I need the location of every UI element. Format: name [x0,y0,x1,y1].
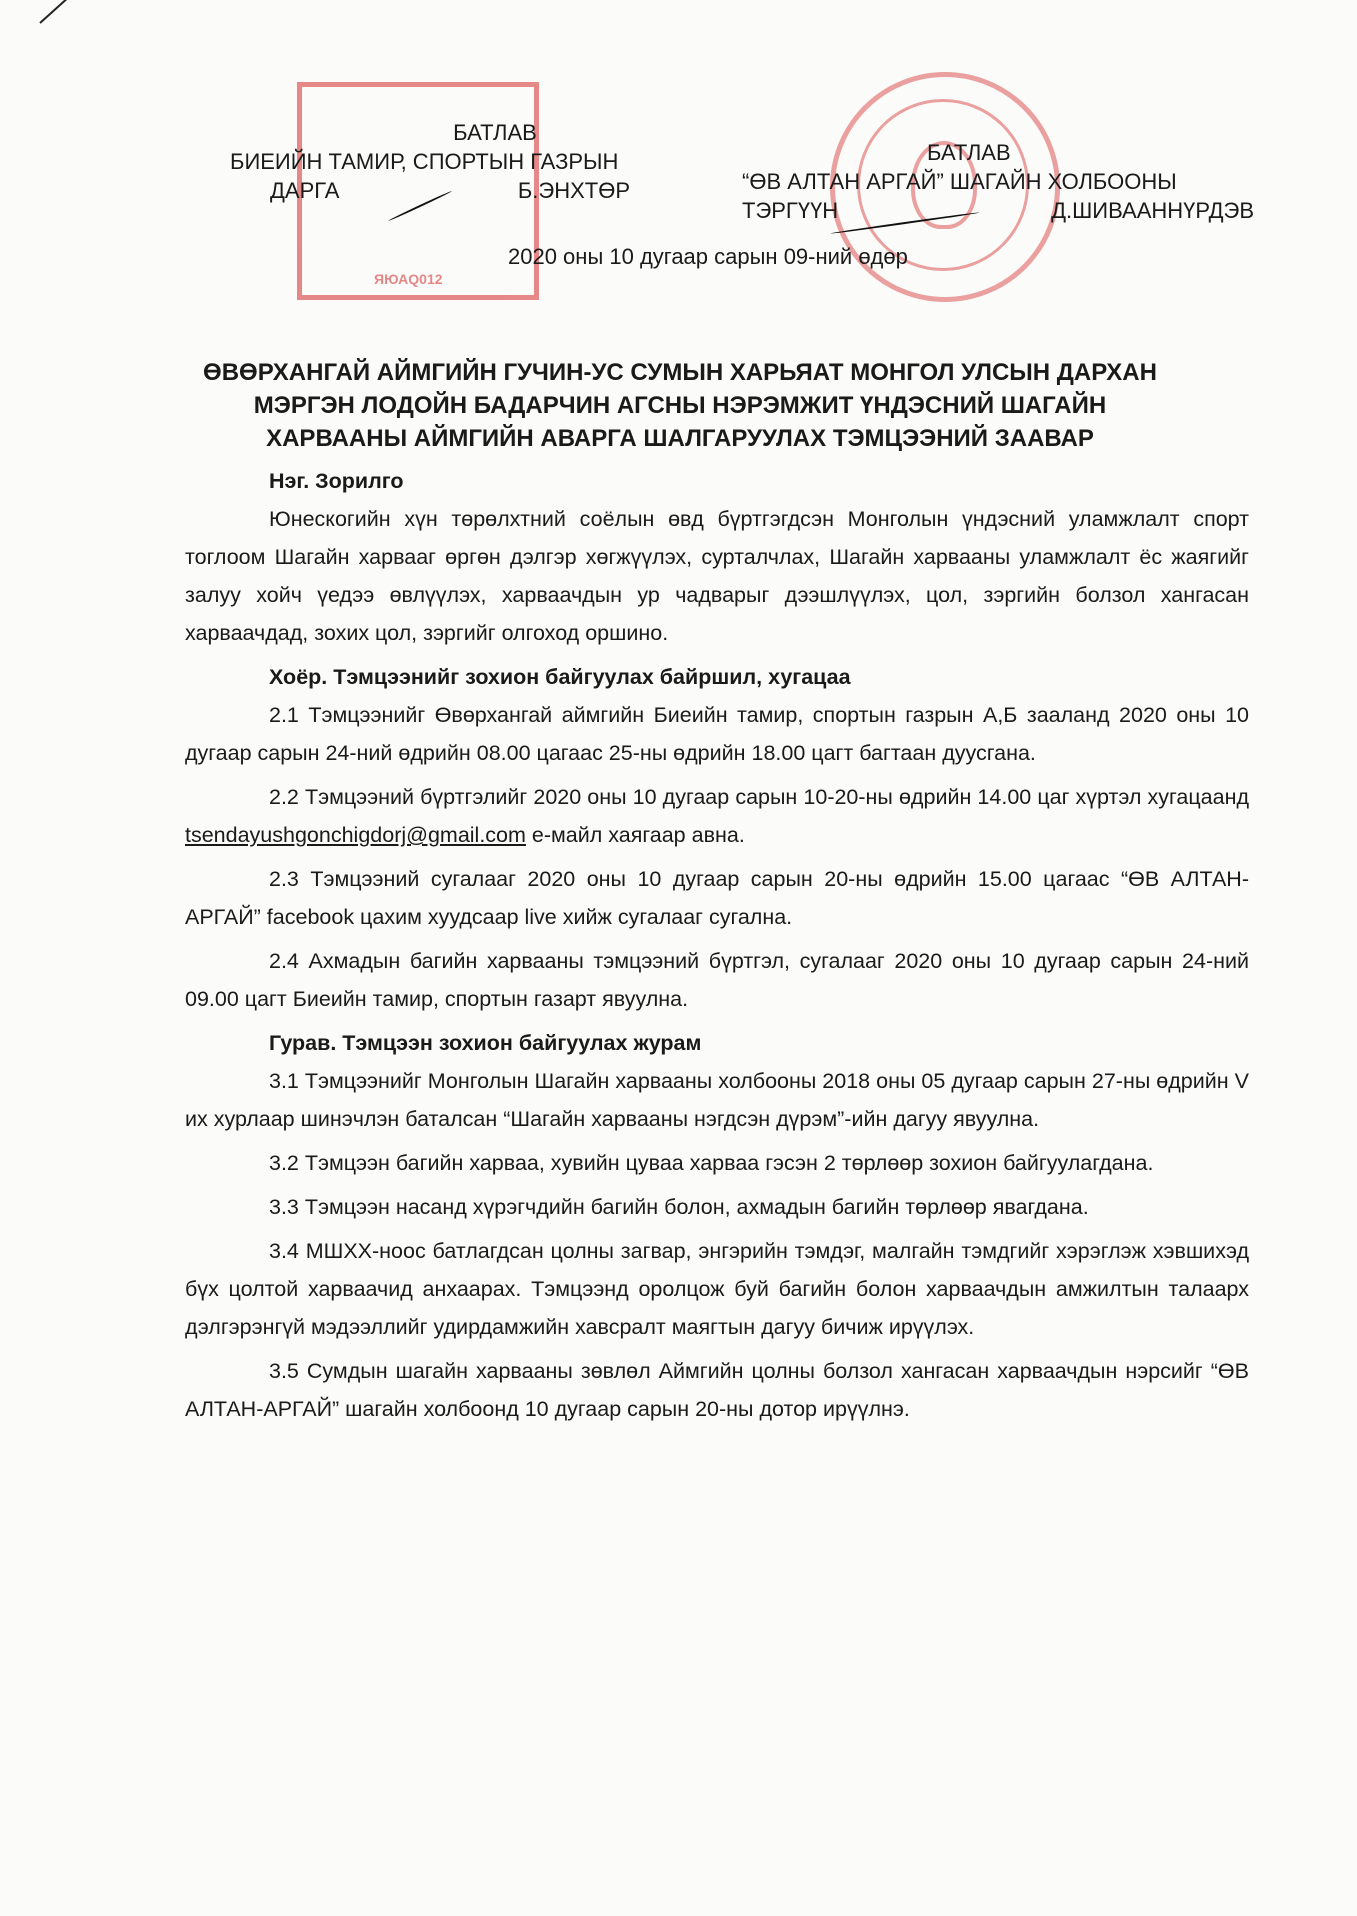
paragraph: 2.1 Тэмцээнийг Өвөрхангай аймгийн Биеийн тамир, спортын газрын А,Б зааланд 2020 оны 10 дугаар сарын 24-ний өдрийн 08.00 цагаас 25-ны өдрийн 18.00 цагт багтаан дуусгана. [185,703,1249,765]
approve-name: Д.ШИВААННҮРДЭВ [1051,198,1254,223]
paragraph: 3.4 МШХХ-ноос батлагдсан цолны загвар, энгэрийн тэмдэг, малгайн тэмдгийг хэрэглэж хэвшихэд бүх цолтой харваачид анхаарах. Тэмцээнд оролцож буй багийн болон харваачдын амжилтын талаарх дэлгэрэнгүй мэдээллийг удирдамжийн хавсралт маягтын дагуу бичиж ирүүлэх. [185,1239,1249,1339]
document-body [185,462,1249,1434]
paragraph: 2.3 Тэмцээний сугалааг 2020 оны 10 дугаар сарын 20-ны өдрийн 15.00 цагаас “ӨВ АЛТАН-АРГАЙ” facebook цахим хуудсаар live хийж сугалааг сугална. [185,867,1249,929]
paragraph: 2.4 Ахмадын багийн харвааны тэмцээний бүртгэл, сугалааг 2020 оны 10 дугаар сарын 24-ний 09.00 цагт Биеийн тамир, спортын газарт явуулна. [185,949,1249,1011]
document-title: ӨВӨРХАНГАЙ АЙМГИЙН ГУЧИН-УС СУМЫН ХАРЬЯАТ МОНГОЛ УЛСЫН ДАРХАН МЭРГЭН ЛОДОЙН БАДАРЧИН АГСНЫ НЭРЭМЖИТ ҮНДЭСНИЙ ШАГАЙН ХАРВААНЫ АЙМГИЙН АВАРГА ШАЛГАРУУЛАХ ТЭМЦЭЭНИЙ ЗААВАР [203,359,1157,452]
approval-left [230,118,700,205]
email-link[interactable]: tsendayushgonchigdorj@gmail.com [185,823,526,847]
approve-position: ТЭРГҮҮН [742,198,839,223]
paragraph: 3.5 Сумдын шагайн харвааны зөвлөл Аймгийн цолны болзол хангасан харваачдын нэрсийг “ӨВ АЛТАН-АРГАЙ” шагайн холбоонд 10 дугаар сарын 20-ны дотор ирүүлнэ. [185,1359,1249,1421]
approve-org: “ӨВ АЛТАН АРГАЙ” ШАГАЙН ХОЛБООНЫ [742,169,1177,194]
section-heading: Гурав. Тэмцээн зохион байгуулах журам [269,1031,702,1055]
paragraph: 3.2 Тэмцээн багийн харваа, хувийн цуваа харваа гэсэн 2 төрлөөр зохион байгуулагдана. [269,1151,1154,1175]
paragraph: Юнескогийн хүн төрөлхтний соёлын өвд бүртгэгдсэн Монголын үндэсний уламжлалт спорт тоглоом Шагайн харвааг өргөн дэлгэр хөгжүүлэх, сурталчлах, Шагайн харвааны уламжлалт ёс жаягийг залуу хойч үедээ өвлүүлэх, харваачдын ур чадварыг дээшлүүлэх, цол, зэргийн болзол хангасан харваачдад, зохих цол, зэргийг олгоход оршино. [185,507,1249,645]
scan-mark [39,0,83,24]
approval-right [742,138,1262,225]
paragraph: 2.2 Тэмцээний бүртгэлийг 2020 оны 10 дугаар сарын 10-20-ны өдрийн 14.00 цаг хүртэл хугацаанд tsendayushgonchigdorj@gmail.com е-майл хаягаар авна. [185,785,1249,847]
approve-label: БАТЛАВ [453,120,537,145]
paragraph: 3.1 Тэмцээнийг Монголын Шагайн харвааны холбооны 2018 оны 05 дугаар сарын 27-ны өдрийн V их хурлаар шинэчлэн баталсан “Шагайн харвааны нэгдсэн дүрэм”-ийн дагуу явуулна. [185,1069,1249,1131]
stamp-code: ЯЮАQ012 [374,271,443,287]
section-heading: Нэг. Зорилго [269,469,404,493]
approve-org: БИЕИЙН ТАМИР, СПОРТЫН ГАЗРЫН [230,149,619,174]
approve-position: ДАРГА [270,178,340,203]
document-date: 2020 оны 10 дугаар сарын 09-ний өдөр [508,244,908,269]
section-heading: Хоёр. Тэмцээнийг зохион байгуулах байршил, хугацаа [269,665,851,689]
paragraph: 3.3 Тэмцээн насанд хүрэгчдийн багийн болон, ахмадын багийн төрлөөр явагдана. [269,1195,1089,1219]
approve-label: БАТЛАВ [927,140,1011,165]
approve-name: Б.ЭНХТӨР [517,178,630,203]
